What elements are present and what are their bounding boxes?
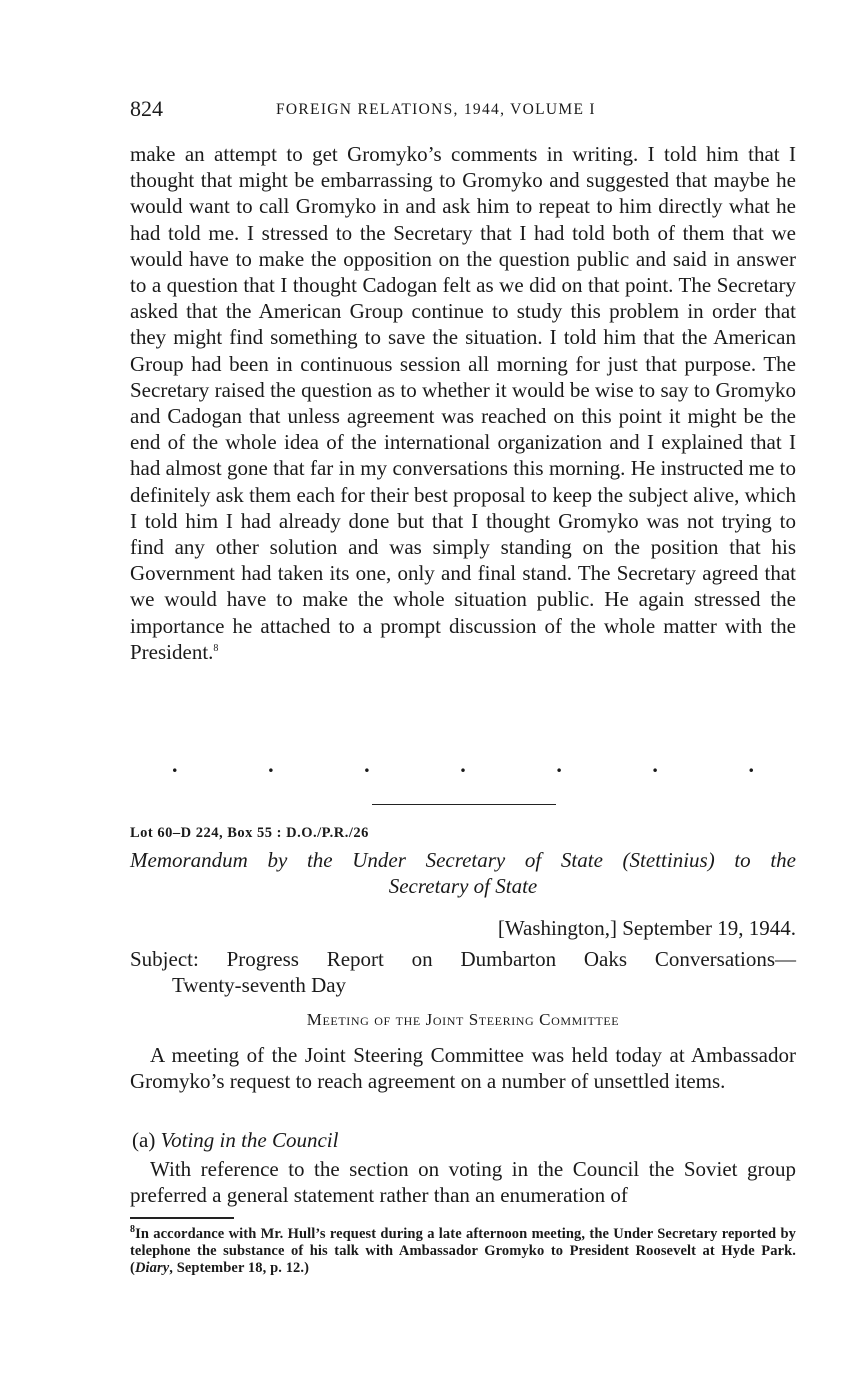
- ellipsis-dot: .: [364, 752, 370, 777]
- ellipsis-dot: .: [460, 752, 466, 777]
- running-header: [130, 96, 796, 124]
- subheading-title: Voting in the Council: [160, 1128, 339, 1152]
- meeting-paragraph: A meeting of the Joint Steering Committee was held today at Ambassador Gromyko’s request to reach agreement on a number of unsettled items.: [130, 1043, 796, 1093]
- ellipsis-dot: .: [268, 752, 274, 777]
- voting-paragraph: With reference to the section on voting in the Council the Soviet group preferred a general statement rather than an enumeration of: [130, 1157, 796, 1207]
- ellipsis-row: [130, 752, 796, 778]
- header-title: FOREIGN RELATIONS, 1944, VOLUME I: [276, 101, 596, 118]
- subject-word: Dumbarton: [460, 947, 557, 971]
- subheading: [132, 1128, 338, 1153]
- subject-label: Subject:: [130, 947, 199, 971]
- subject-word: on: [411, 947, 433, 971]
- footnote-marker: 8: [130, 1224, 136, 1236]
- page-number: 824: [130, 96, 163, 121]
- ellipsis-dot: .: [556, 752, 562, 777]
- subject-word: Conversations—: [654, 947, 796, 971]
- subject-word: Oaks: [583, 947, 628, 971]
- subject-word: Progress: [226, 947, 299, 971]
- ellipsis-dot: .: [748, 752, 754, 777]
- section-heading: Meeting of the Joint Steering Committee: [306, 1010, 620, 1029]
- ellipsis-dot: .: [172, 752, 178, 777]
- continuation-paragraph: [130, 141, 796, 665]
- document-title-line-2: Secretary of State: [388, 874, 538, 898]
- document-title: [130, 847, 796, 899]
- ellipsis-dot: .: [652, 752, 658, 777]
- subheading-label: (a): [132, 1128, 156, 1152]
- subject-line-2: Twenty-seventh Day: [172, 973, 347, 997]
- document-title-line-1: Memorandum by the Under Secretary of State (Stettinius) to the: [130, 848, 796, 872]
- footnote-rule: [130, 1217, 234, 1219]
- footnote-citation-rest: , September 18, p. 12.): [169, 1260, 310, 1276]
- subject-block: [130, 946, 796, 998]
- footnote: [130, 1226, 796, 1277]
- subject-word: Report: [326, 947, 384, 971]
- dateline: [Washington,] September 19, 1944.: [497, 916, 796, 940]
- footnote-text: In accordance with Mr. Hull’s request during a late afternoon meeting, the Under Secretary reported by telephone the substance of his talk with Ambassador Gromyko to President Roosevelt at Hyde Park. (: [130, 1226, 796, 1276]
- section-separator: [372, 804, 556, 805]
- paragraph-text: make an attempt to get Gromyko’s comments in writing. I told him that I thought that might be embarrassing to Gromyko and suggested that maybe he would want to call Gromyko in and ask him to repeat to him directly what he had told me. I stressed to the Secretary that I had told both of them that we would have to make the opposition on the question public and said in answer to a question that I thought Cadogan felt as we did on that point. The Secretary asked that the American Group continue to study this problem in order that they might find something to save the situation. I told him that the American Group had been in continuous session all morning for just that purpose. The Secretary raised the question as to whether it would be wise to say to Gromyko and Cadogan that unless agreement was reached on this point it might be the end of the whole idea of the international organization and I explained that I had almost gone that far in my conversations this morning. He instructed me to definitely ask them each for their best proposal to keep the subject alive, which I told him I had already done but that I thought Gromyko was not trying to find any other solution and was simply standing on the position that his Government had taken its one, only and final stand. The Secretary agreed that we would have to make the whole situation public. He again stressed the importance he attached to a prompt discussion of the whole matter with the President.: [130, 142, 796, 664]
- footnote-citation-italic: Diary: [134, 1260, 170, 1276]
- footnote-reference: 8: [213, 642, 219, 654]
- document-source: Lot 60–D 224, Box 55 : D.O./P.R./26: [130, 825, 369, 841]
